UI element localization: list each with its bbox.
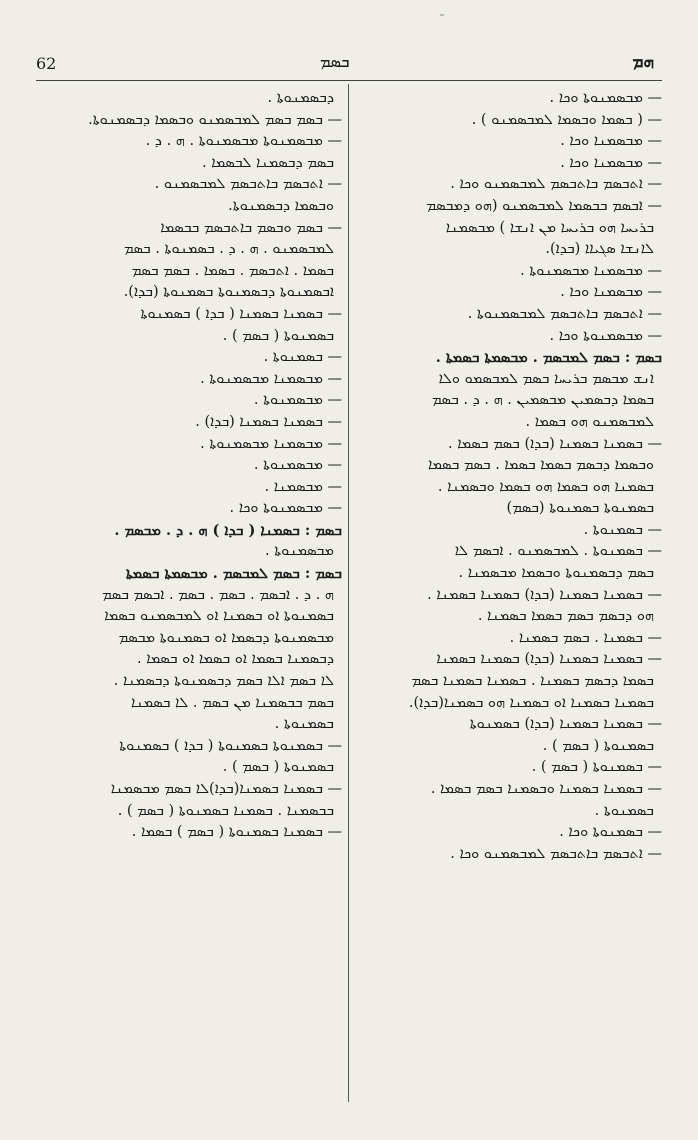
entry-line: — ܒܣܡܢܐ ܒܣܡܢܐ (ܒܕܐ) ܒܣܡܢܐ ܒܣܡܢܐ . [427, 586, 662, 603]
headword-line: ܒܣܡ : ܒܣܡܢܐ ( ܒܕܐ ) ܗ . ܕ . ܡܒܣܡ . [114, 521, 342, 539]
entry-line: — ( ܒܣܡܐ ܘܒܣܡܐ ܠܡܒܣܡܢܘ ) . [471, 111, 662, 128]
continuation-line: ܠܐܢܫܐ ܣܓܝܐܐ (ܒܕܐ). [545, 241, 654, 258]
entry-line: — ܐܬܒܣܡ ܒܐܬܒܣܡ ܠܡܒܣܡܢܘ . [154, 176, 342, 193]
entry-line: — ܒܣܡܢܘܬܐ ܒܣܡܢܘܬܐ ( ܒܕܐ ) ܒܣܡܢܘܬܐ [119, 737, 342, 754]
entry-line: — ܒܣܡܢܐ ܒܣܡܢܐ ܘܒܣܡܢܐ ܒܣܡ ܒܣܡܐ . [430, 781, 662, 797]
continuation-line: ܒܣܡ ܕܒܣܡܢܘܬܐ ܘܒܣܡܐ ܡܒܣܡܢܐ . [458, 565, 654, 582]
entry-line: — ܐܬܒܣܡ ܒܐܬܒܣܡ ܠܡܒܣܡܢܘܬܐ . [467, 305, 662, 322]
entry-line: — ܒܣܡܢܘܬܐ . [583, 521, 662, 538]
entry-line: — ܡܒܣܡܢܘܬܐ . [253, 392, 342, 409]
continuation-line: ܒܣܡܢܘܬܐ . [274, 716, 334, 733]
continuation-line: ܐܢܫ ܡܒܣܡ ܒܪܝܚܐ ܒܣܡ ܠܡܒܣܡܘ ܘܠܐ [438, 370, 654, 387]
entry-line: — ܒܣܡܢܐ ܒܣܡܢܘܬܐ ( ܒܣܡ ) ܒܣܡܐ . [131, 824, 342, 841]
entry-line: — ܡܒܣܡܢܐ ܘܟܐ . [560, 284, 662, 301]
continuation-line: ܒܣܡ ܒܒܣܡܢܐ ܡܢ ܒܣܡ . ܠܐ ܒܣܡܢܐ [130, 694, 334, 711]
running-title: ܒܣܡ [320, 52, 350, 71]
continuation-line: ܘܒܣܡܐ ܕܒܣܡܢܘܬܐ. [228, 197, 334, 214]
entry-line: — ܡܒܣܡܢܐ ܡܒܣܡܢܘܬܐ . [520, 262, 662, 279]
entry-line: — ܡܒܣܡܢܘܬܐ . [253, 457, 342, 474]
continuation-line: ܒܣܡܐ ܕܒܣܡ ܒܣܡܢܐ . ܒܣܡܢܐ ܒܣܡܢܐ ܒܣܡ [411, 673, 654, 690]
entry-line: — ܡܒܣܡܢܐ . [264, 478, 342, 495]
continuation-line: ܘܒܣܡܐ ܕܒܣܡ ܒܣܡܐ ܒܣܡܐ . ܒܣܡ ܒܣܡܐ [428, 457, 654, 474]
page-number: 62 [36, 54, 57, 73]
entry-line: — ܡܒܣܡܢܐ ܘܟܐ . [560, 133, 662, 150]
entry-line: — ܒܣܡܢܐ ܒܣܡܢܐ (ܒܕܐ) ܒܣܡܢܐ ܒܣܡܢܐ [436, 651, 662, 668]
header-rule [36, 80, 662, 81]
entry-line: — ܒܣܡܢܐ ܒܣܡܢܐ(ܒܕܐ)ܠܐ ܒܣܡ ܡܒܣܡܢܐ [110, 781, 342, 797]
continuation-line: ܒܣܡܢܘܬܐ ( ܒܣܡ ) . [222, 327, 334, 344]
entry-line: — ܐܬܒܣܡ ܒܐܬܒܣܡ ܠܡܒܣܡܢܘ ܘܟܐ . [450, 845, 662, 862]
entry-line: — ܒܣܡ ܘܒܣܡ ܒܐܬܒܣܡ ܒܒܣܡܐ [160, 219, 342, 236]
headword-line: ܒܣܡ : ܒܣܡ ܠܡܒܣܡ . ܡܒܣܡܬܐ ܒܣܡܬܐ [125, 565, 342, 583]
entry-line: — ܡܒܣܡܢܘܬܐ ܘܟܐ . [549, 90, 662, 106]
continuation-line: ܠܐ ܒܣܡ ܐܠܐ ܒܣܡ ܕܒܣܡܢܘܬܐ ܕܒܣܡܢܐ . [113, 673, 334, 690]
entry-line: — ܡܒܣܡܢܘܬܐ ܘܟܐ . [549, 327, 662, 344]
entry-line: — ܡܒܣܡܢܐ ܘܟܐ . [560, 154, 662, 171]
continuation-line: ܒܣܡܐ . ܐܬܒܣܡ . ܒܣܡܐ . ܒܣܡ ܒܣܡ [131, 262, 334, 279]
right-column [356, 88, 662, 865]
left-column [36, 88, 342, 844]
continuation-line: ܗ . ܕ . ܐܒܣܡ . ܒܣܡ . ܒܣܡ . ܐܒܣܡ ܒܣܡ [102, 586, 334, 603]
entry-line: — ܡܒܣܡܢܐ ܡܒܣܡܢܘܬܐ . [200, 435, 342, 452]
entry-line: — ܡܒܣܡܢܘܬܐ ܘܟܐ . [229, 500, 342, 517]
catchword: ܗܡ [632, 52, 654, 72]
continuation-line: ܒܣܡܐ ܕܒܣܡܝܢ ܡܒܣܡܝܢ . ܗ . ܕ . ܒܣܡ [432, 392, 654, 409]
continuation-line: ܒܣܡܢܐ ܒܣܡܢܐ ܐܘ ܒܣܡܢܐ ܗܘ ܒܣܡܢܐ(ܒܕܐ). [408, 694, 654, 711]
continuation-line: ܡܒܣܡܢܘܬܐ ܕܒܣܡܐ ܐܘ ܒܣܡܢܘܬܐ ܡܒܣܡ [118, 629, 334, 646]
continuation-line: ܗܘ ܕܒܣܡ ܒܣܡ ܒܣܡܐ ܒܣܡܢܐ . [477, 608, 654, 625]
entry-line: — ܒܣܡ ܒܣܡ ܠܡܒܣܡܢܘ ܘܒܣܡܐ ܕܒܣܡܢܘܬܐ. [88, 111, 342, 128]
continuation-line: ܕܒܣܡܢܘܬܐ . [267, 90, 334, 106]
continuation-line: ܕܒܣܡܢܐ ܒܣܡܐ ܐܘ ܒܣܡܐ ܐܘ ܒܣܡܐ . [137, 651, 334, 668]
continuation-line: ܒܣܡܢܘܬܐ ( ܒܣܡ ) . [542, 737, 654, 754]
continuation-line: ܠܡܒܣܡܢܘ . ܗ . ܕ . ܒܣܡܢܘܬܐ . ܒܣܡ [123, 241, 334, 258]
column-divider [348, 84, 349, 1102]
paper-speck [440, 14, 444, 16]
entry-line: — ܐܒܣܡ ܒܒܣܡܐ ܠܡܒܣܡܢܘ (ܗܘ ܕܡܒܣܡ [426, 197, 662, 214]
continuation-line: ܒܪܝܚܐ ܗܘ ܒܪܝܚܐ ܡܢ ܐܢܫܐ ) ܡܒܣܡܢܐ [445, 219, 654, 236]
entry-line: — ܡܒܣܡܢܘܬܐ ܡܒܣܡܢܘܬܐ . ܗ . ܕ . [145, 133, 342, 150]
entry-line: — ܒܣܡܢܘܬܐ . ܠܡܒܣܡܢܘ . ܐܒܣܡ ܠܐ [454, 543, 662, 560]
headword-line: ܒܣܡ : ܒܣܡ ܠܡܒܣܡ . ܡܒܣܡܬܐ ܒܣܡܬܐ . [435, 349, 662, 367]
entry-line: — ܐܬܒܣܡ ܒܐܬܒܣܡ ܠܡܒܣܡܢܘ ܘܟܐ . [450, 176, 662, 193]
continuation-line: ܠܡܒܣܡܢܘ ܗܘ ܒܣܡܐ . [525, 413, 654, 430]
entry-line: — ܡܒܣܡܢܐ ܡܒܣܡܢܘܬܐ . [200, 370, 342, 387]
continuation-line: ܡܒܣܡܢܘܬܐ . [264, 543, 334, 560]
continuation-line: ܒܣܡܢܘܬܐ ܒܣܡܢܘܬܐ (ܒܣܡ) [506, 500, 654, 517]
continuation-line: ܒܣܡ ܕܒܣܡܢܐ ܠܒܣܡܐ . [202, 154, 334, 171]
entry-line: — ܒܣܡܢܘܬܐ ܘܟܐ . [559, 824, 662, 841]
continuation-line: ܒܒܣܡܢܐ . ܒܣܡܢܐ ܒܣܡܢܘܬܐ ( ܒܣܡ ) . [117, 802, 334, 819]
entry-line: — ܒܣܡܢܐ . ܒܣܡ ܒܣܡܢܐ . [509, 629, 662, 646]
continuation-line: ܒܣܡܢܘܬܐ ( ܒܣܡ ) . [222, 759, 334, 776]
entry-line: — ܒܣܡܢܐ ܒܣܡܢܐ (ܒܕܐ) ܒܣܡܢܘܬܐ [469, 716, 662, 733]
continuation-line: ܒܣܡܢܘܬܐ . [594, 802, 654, 819]
continuation-line: ܒܣܡܢܘܬܐ ܐܘ ܒܣܡܢܐ ܐܘ ܠܡܒܣܡܢܘ ܒܣܡܐ [104, 608, 334, 625]
entry-line: — ܒܣܡܢܐ ܒܣܡܢܐ (ܒܕܐ) ܒܣܡ ܒܣܡܐ . [448, 435, 662, 452]
entry-line: — ܒܣܡܢܘܬܐ . [263, 349, 342, 366]
entry-line: — ܒܣܡܢܐ ܒܣܡܢܐ (ܒܕܐ) . [195, 413, 342, 430]
continuation-line: ܐܒܣܡܢܘܬܐ ܕܒܣܡܢܘܬܐ ܒܣܡܢܘܬܐ (ܒܕܐ). [123, 284, 334, 301]
continuation-line: ܒܣܡܢܐ ܗܘ ܒܣܡܐ ܗܘ ܒܣܡܐ ܘܒܣܡܢܐ . [437, 478, 654, 495]
entry-line: — ܒܣܡܢܘܬܐ ( ܒܣܡ ) . [531, 759, 662, 776]
entry-line: — ܒܣܡܢܐ ܒܣܡܢܐ ( ܒܕܐ ) ܒܣܡܢܘܬܐ [140, 305, 342, 322]
